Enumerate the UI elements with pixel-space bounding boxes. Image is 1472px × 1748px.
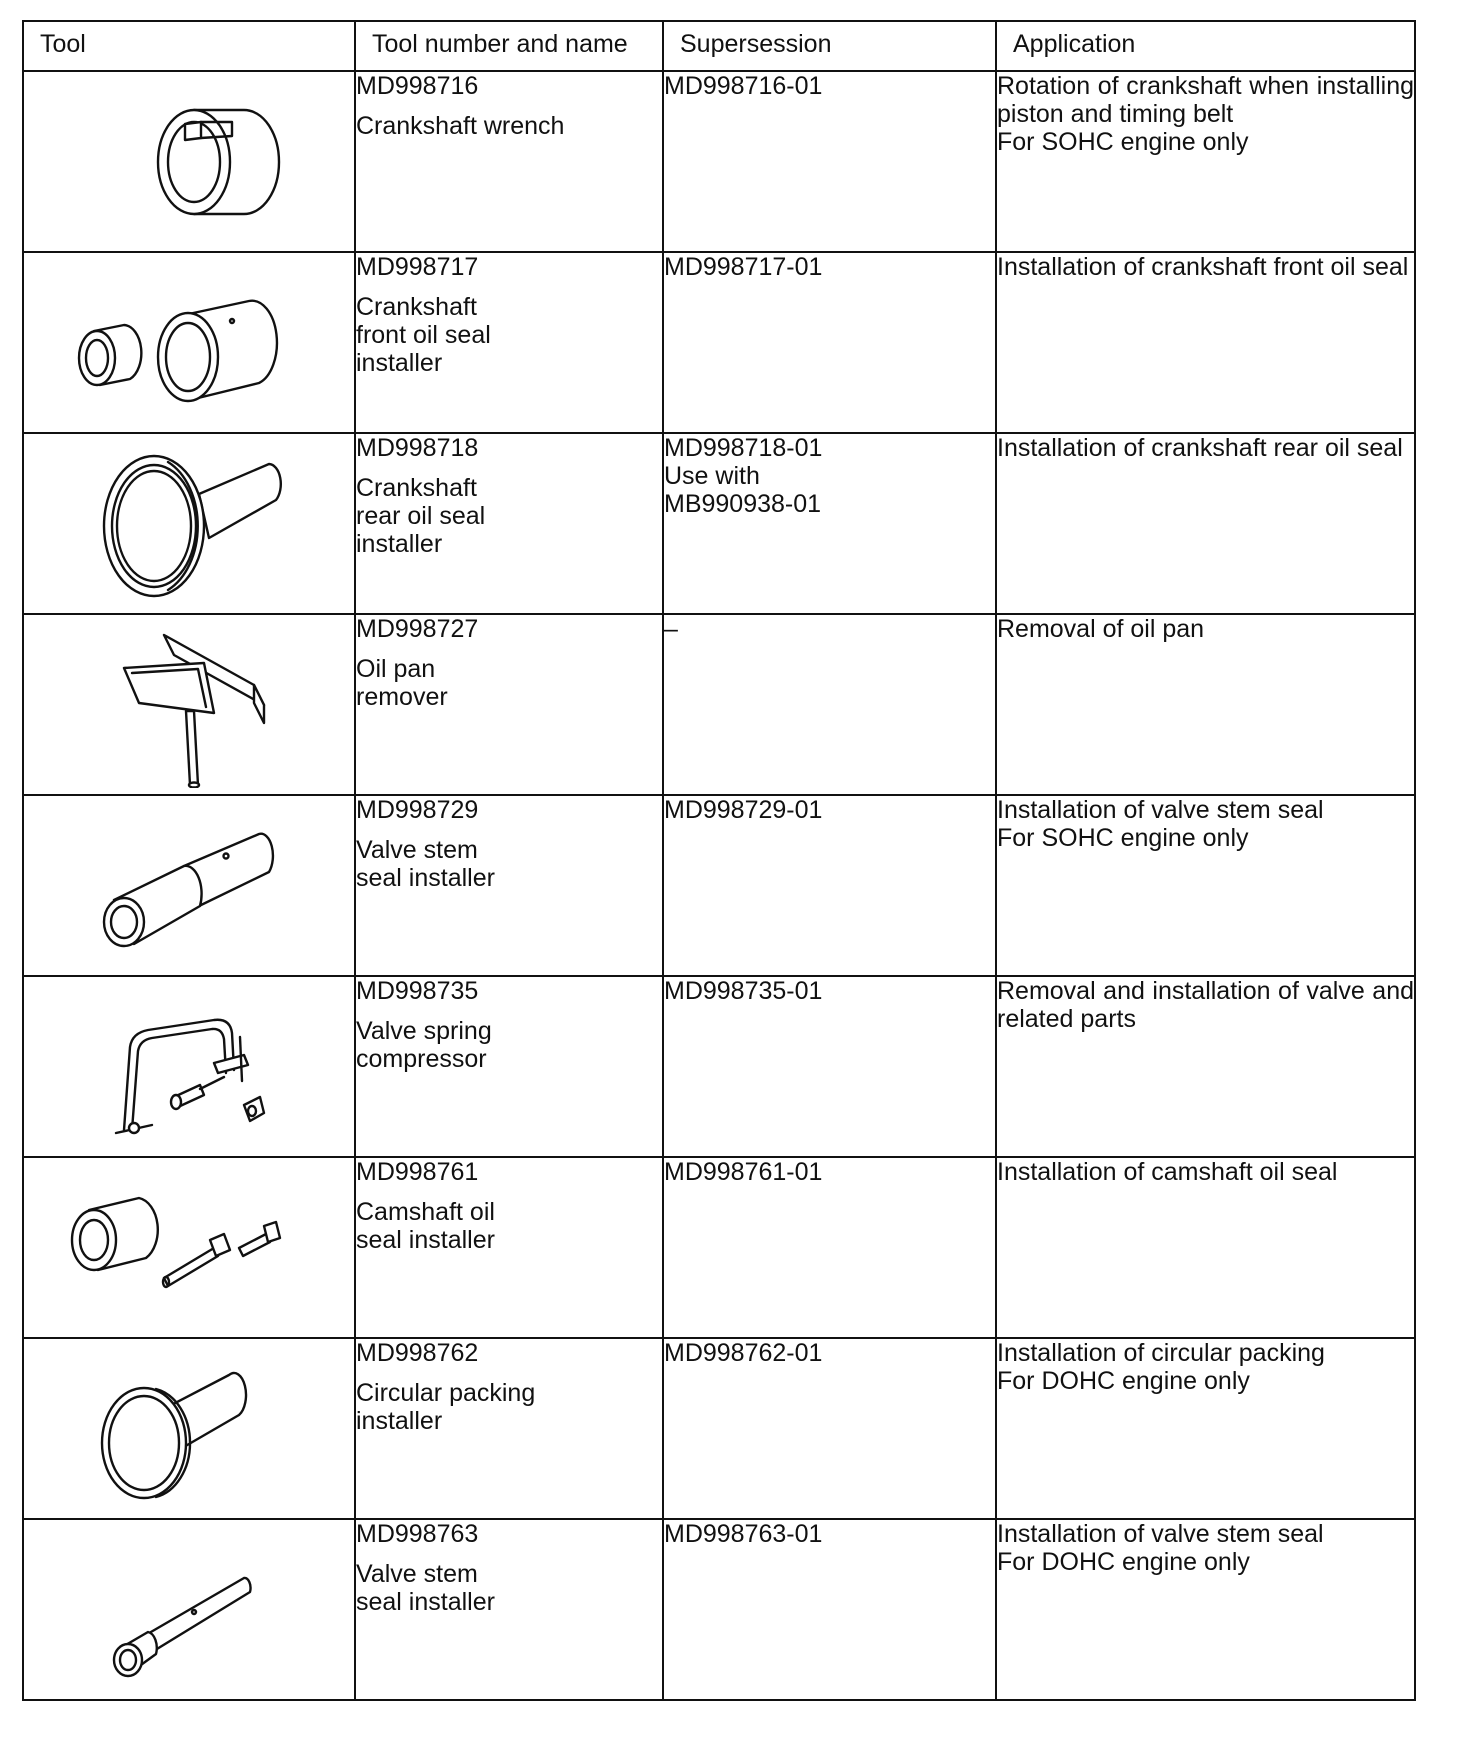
supersession-cell xyxy=(663,614,996,795)
tool-number-name-cell xyxy=(355,614,663,795)
special-tools-table xyxy=(22,20,1416,1701)
tool-name: Valve spring compressor xyxy=(356,1017,492,1073)
application-text: Installation of crankshaft rear oil seal xyxy=(997,434,1403,462)
tool-image-cell xyxy=(23,1519,355,1700)
supersession-cell xyxy=(663,71,996,252)
crankshaft-wrench-icon xyxy=(64,80,314,245)
tool-number-name-cell xyxy=(355,795,663,976)
tool-image-cell xyxy=(23,433,355,614)
supersession-cell xyxy=(663,976,996,1157)
tool-image-cell xyxy=(23,976,355,1157)
tool-number: MD998729 xyxy=(356,796,479,824)
table-row xyxy=(23,1157,1415,1338)
application-cell xyxy=(996,1519,1415,1700)
table-row xyxy=(23,976,1415,1157)
tool-name: Camshaft oil seal installer xyxy=(356,1198,495,1254)
tool-name: Crankshaft wrench xyxy=(356,112,565,140)
header-tool: Tool xyxy=(23,21,355,71)
tool-number: MD998727 xyxy=(356,615,479,643)
tool-image-cell xyxy=(23,252,355,433)
tool-number-name-cell xyxy=(355,71,663,252)
application-cell xyxy=(996,614,1415,795)
table-row xyxy=(23,795,1415,976)
supersession-value: MD998729-01 xyxy=(664,796,823,824)
tool-name: Valve stem seal installer xyxy=(356,1560,495,1616)
application-text: Installation of circular packing For DOHC engine only xyxy=(997,1339,1325,1395)
tool-number: MD998735 xyxy=(356,977,479,1005)
tool-number: MD998763 xyxy=(356,1520,479,1548)
application-text: Rotation of crankshaft when installing piston and timing belt For SOHC engine only xyxy=(997,72,1414,156)
application-cell xyxy=(996,795,1415,976)
oil-pan-remover-icon xyxy=(64,623,314,788)
tool-number: MD998761 xyxy=(356,1158,479,1186)
front-oil-seal-installer-icon xyxy=(64,261,314,426)
tool-number: MD998717 xyxy=(356,253,479,281)
tool-number-name-cell xyxy=(355,1157,663,1338)
header-row xyxy=(23,21,1415,71)
tool-number: MD998762 xyxy=(356,1339,479,1367)
tool-number-name-cell xyxy=(355,1519,663,1700)
tool-number-name-cell xyxy=(355,1338,663,1519)
application-cell xyxy=(996,1157,1415,1338)
supersession-cell xyxy=(663,433,996,614)
tool-image-cell xyxy=(23,795,355,976)
tool-image-cell xyxy=(23,1157,355,1338)
tool-name: Circular packing installer xyxy=(356,1379,536,1435)
header-tool-number-name: Tool number and name xyxy=(355,21,663,71)
tool-number-name-cell xyxy=(355,433,663,614)
supersession-cell xyxy=(663,1157,996,1338)
tool-number: MD998718 xyxy=(356,434,479,462)
table-row xyxy=(23,71,1415,252)
table-row xyxy=(23,1519,1415,1700)
table-row xyxy=(23,252,1415,433)
application-text: Removal and installation of valve and related parts xyxy=(997,977,1414,1033)
supersession-value: MD998716-01 xyxy=(664,72,823,100)
table-row xyxy=(23,1338,1415,1519)
header-application: Application xyxy=(996,21,1415,71)
supersession-cell xyxy=(663,1338,996,1519)
tool-number-name-cell xyxy=(355,976,663,1157)
supersession-value: MD998761-01 xyxy=(664,1158,823,1186)
supersession-value: MD998718-01 Use with MB990938-01 xyxy=(664,434,823,518)
dohc-valve-stem-seal-installer-icon xyxy=(64,1528,314,1693)
tool-name: Oil pan remover xyxy=(356,655,448,711)
tool-image-cell xyxy=(23,614,355,795)
application-cell xyxy=(996,976,1415,1157)
tool-number-name-cell xyxy=(355,252,663,433)
tool-number: MD998716 xyxy=(356,72,479,100)
rear-oil-seal-installer-icon xyxy=(64,442,314,607)
application-text: Installation of valve stem seal For SOHC engine only xyxy=(997,796,1324,852)
tool-name: Crankshaft rear oil seal installer xyxy=(356,474,486,558)
valve-stem-seal-installer-icon xyxy=(64,804,314,969)
circular-packing-installer-icon xyxy=(64,1347,314,1512)
application-cell xyxy=(996,252,1415,433)
application-text: Installation of crankshaft front oil seal xyxy=(997,253,1409,281)
tool-name: Crankshaft front oil seal installer xyxy=(356,293,491,377)
tool-image-cell xyxy=(23,1338,355,1519)
application-text: Removal of oil pan xyxy=(997,615,1205,643)
table-row xyxy=(23,614,1415,795)
camshaft-oil-seal-installer-icon xyxy=(64,1166,314,1331)
valve-spring-compressor-icon xyxy=(64,985,314,1150)
table-row xyxy=(23,433,1415,614)
supersession-cell xyxy=(663,252,996,433)
supersession-cell xyxy=(663,795,996,976)
supersession-value: MD998763-01 xyxy=(664,1520,823,1548)
supersession-value: MD998735-01 xyxy=(664,977,823,1005)
application-text: Installation of camshaft oil seal xyxy=(997,1158,1338,1186)
supersession-value: – xyxy=(664,615,678,643)
application-cell xyxy=(996,1338,1415,1519)
tool-name: Valve stem seal installer xyxy=(356,836,495,892)
application-cell xyxy=(996,71,1415,252)
application-cell xyxy=(996,433,1415,614)
supersession-cell xyxy=(663,1519,996,1700)
supersession-value: MD998762-01 xyxy=(664,1339,823,1367)
application-text: Installation of valve stem seal For DOHC engine only xyxy=(997,1520,1324,1576)
supersession-value: MD998717-01 xyxy=(664,253,823,281)
tool-image-cell xyxy=(23,71,355,252)
header-supersession: Supersession xyxy=(663,21,996,71)
